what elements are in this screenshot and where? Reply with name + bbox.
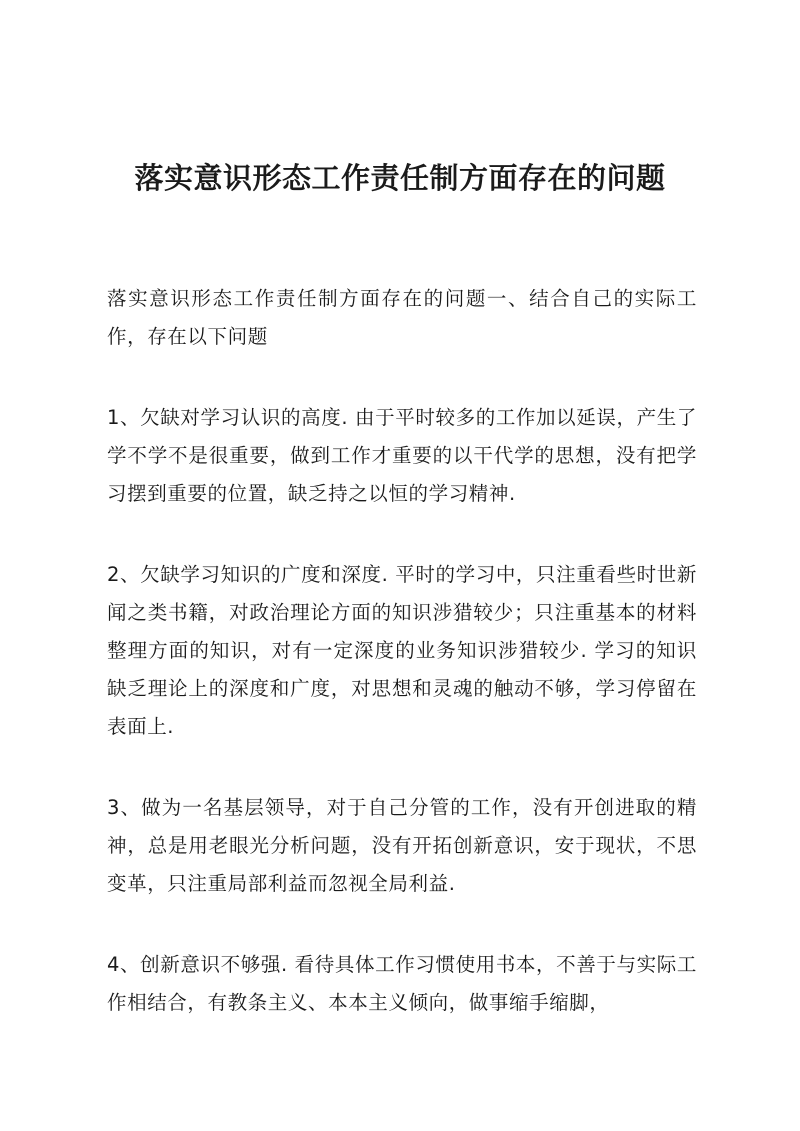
paragraph-3: 3、做为一名基层领导，对于自己分管的工作，没有开创进取的精神，总是用老眼光分析问题，没有开拓创新意识，安于现状，不思变革，只注重局部利益而忽视全局利益. (107, 796, 697, 895)
document-body (107, 280, 697, 1065)
paragraph-1: 1、欠缺对学习认识的高度. 由于平时较多的工作加以延误，产生了学不学不是很重要，做到工作才重要的以干代学的思想，没有把学习摆到重要的位置，缺乏持之以恒的学习精神. (107, 406, 697, 505)
paragraph-2: 2、欠缺学习知识的广度和深度. 平时的学习中，只注重看些时世新闻之类书籍，对政治理论方面的知识涉猎较少；只注重基本的材料整理方面的知识，对有一定深度的业务知识涉猎较少. 学习的知识缺乏理论上的深度和广度，对思想和灵魂的触动不够，学习停留在表面上. (107, 563, 697, 738)
paragraph-4: 4、创新意识不够强. 看待具体工作习惯使用书本，不善于与实际工作相结合，有教条主义、本本主义倾向，做事缩手缩脚， (107, 953, 697, 1014)
document-title: 落实意识形态工作责任制方面存在的问题 (134, 161, 666, 195)
paragraph-intro: 落实意识形态工作责任制方面存在的问题一、结合自己的实际工作，存在以下问题 (107, 287, 697, 348)
